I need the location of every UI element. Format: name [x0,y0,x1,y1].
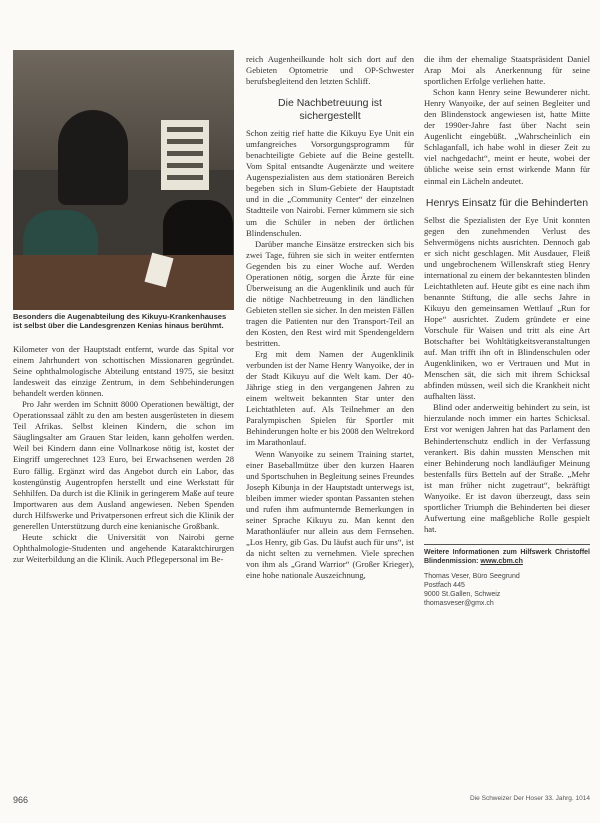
clinic-photo [13,50,234,310]
section-heading-nachbetreuung: Die Nachbetreuung ist sichergestellt [278,97,382,123]
info-box [424,548,590,566]
photo-caption: Besonders die Augenabteilung des Kikuyu-Krankenhauses ist selbst über die Landesgrenzen Kenias hinaus berühmt. [13,312,227,330]
journal-footer: Die Schweizer Der Hoser 33. Jahrg. 1014 [470,795,590,802]
eye-chart [161,120,209,190]
paragraph: Darüber manche Einsätze erstrecken sich bis zwei Tage, führen sie sich in weiter entfernten Gegenden bis zu einer Woche auf. Werden Operationen nötig, sorgen die Ärzte für eine Überweisung an die Augenklinik und auch für die nötige Nachbetreuung in den ländlichen Gebieten stellen sie sicher. In den meisten Fällen tragen die Patienten nur den Transport-Teil an den Kosten, den Rest wird mit Spendengeldern bestritten. [246,238,415,349]
contact-line: 9000 St.Gallen, Schweiz [424,590,501,598]
column-1 [13,344,234,565]
paragraph: Schon zeitig rief hatte die Kikuyu Eye Unit ein umfangreiches Vorsorgungsprogramm für benachteiligte Gebiete auf die Beine gestellt. Vom Spital entsandte Augenärzte und weitere Augenspezialisten aus dem stationären Bereich begeben sich in Slum-Gebiete der Hauptstadt und in die „Community Center“ der einzelnen Stadtteile von Nairobi. Ferner kümmern sie sich um die Schüler in neben der örtlichen Blindenschulen. [246,128,414,238]
contact-line: Thomas Veser, Büro Seegrund [424,572,520,580]
paragraph: Wenn Wanyoike zu seinem Training startet, einer Baseballmütze über den kurzen Haaren und Sportschuhen in Begleitung seines Freundes Joseph Kibunja in der Hauptstadt unterwegs ist, bleiben immer wieder spontan Passanten stehen und rufen ihm aufmunternde Bemerkungen in seiner Sprache Kikuyu zu. Man kennt den Marathonläufer nur allein aus dem Fernsehen. „Los Henry, gib Gas. Du läufst auch für uns“, ist da nicht selten zu vernehmen. Viele sprechen von ihm als „Grand Warrior“ (Großer Krieger), eine hohe nationale Auszeichnung, [246,448,414,581]
contact-line: Postfach 445 [424,581,465,589]
paragraph: reich Augenheilkunde holt sich dort auf den Gebieten Optometrie und OP-Schwester berufsbegleitend den letzten Schliff. [246,54,414,87]
info-label: Weitere Informationen zum Hilfswerk Christoffel Blindenmission: [424,548,590,565]
author-contact [424,572,590,608]
photo-table [13,255,234,310]
paragraph: Erg mit dem Namen der Augenklinik verbunden ist der Name Henry Wanyoike, der in der Stadt Kikuyu auf die Welt kam. Der 40-Jährige stieg in den vergangenen Jahren zu einem weltweit bekannten Star unter den Leichtathleten auf. Als Teilnehmer an den Paralympischen Spielen für Sportler mit Behinderungen holte er bis 2008 den Weltrekord im Marathonlauf. [246,349,414,448]
photo-person-doctor [58,110,128,205]
paragraph: Heute schickt die Universität von Nairobi gerne Ophthalmologie-Studenten und angehende Kataraktchirurgen zur Weiterbildung an die Klinik. Auch Pflegepersonal im Be- [13,531,234,564]
paragraph: Schon kann Henry seine Bewunderer nicht. Henry Wanyoike, der auf seinen Begleiter und den Blindenstock angewiesen ist, hatte Mitte der 1990er-Jahre fast über Nacht sein Augenlicht eingebüßt. „Wahrscheinlich ein Schlaganfall, ich habe wohl in dieser Zeit zu viel nachgedacht“, meint er heute, wobei der übliche weise sein ernst wirkende Mann für einmal ein Lächeln andeutet. [424,87,590,186]
paragraph: Kilometer von der Hauptstadt entfernt, wurde das Spital vor einem Jahrhundert von schottischen Missionaren gegründet. Seine ophthalmologische Abteilung entstand 1975, sie besitzt landesweit das einzige Zentrum, in dem Sehbehinderungen behandelt werden können. [13,344,234,399]
divider [424,544,590,545]
paragraph: die ihm der ehemalige Staatspräsident Daniel Arap Moi als Anerkennung für seine sportlichen Erfolge verliehen hatte. [424,54,590,87]
column-3 [424,54,590,608]
paragraph: Pro Jahr werden im Schnitt 8000 Operationen bewältigt, der Operationssaal zählt zu den am besten ausgerüsteten in diesem Teil Afrikas. Selbst kleinen Kindern, die schon im Säuglingsalter am Grauen Star leiden, kann geholfen werden. Weil bei Kindern dann eine Vollnarkose nötig ist, kostet der Eingriff umgerechnet 123 Euro, bei Erwachsenen werden 28 Euro fällig. Ergänzt wird das Angebot durch ein Labor, das kostengünstig Augentropfen herstellt und eine Werkstatt für Sehhilfen. Da durch ist die Klinik in geringerem Maße auf teure Importwaren aus dem Ausland angewiesen. Neben Spenden durch Hilfswerke und Privatpersonen erfreut sich die Klinik der generellen Unterstützung durch eine kenianische Großbank. [13,399,234,531]
page-number: 966 [13,795,29,805]
paragraph: Selbst die Spezialisten der Eye Unit konnten gegen den zunehmenden Verlust des Sehvermögens nichts ausrichten. Dennoch gab er sich nicht geschlagen. Mit Ausdauer, Fleiß und ungebrochenem Willenskraft stieg Henry international zu einem der bekanntesten blinden Leichtathleten auf. Heute gibt es eine nach ihm benannte Stiftung, die alle sechs Jahre in Kikuyu den gemeinsamen Wettlauf „Run for Hope“ ausrichtet. Zudem gründete er eine Vorschule für Waisen und tritt als eine Art Botschafter bei Wohltätigkeitsveranstaltungen auf. Man trifft ihn oft in Blindenschulen oder Augenkliniken, wo er Vertrauen und Mut in Menschen sät, die sich mit ihrem Schicksal abfinden müssen, weil sich die Krankheit nicht aufhalten lässt. [424,214,590,402]
paragraph: Blind oder anderweitig behindert zu sein, ist hierzulande noch immer ein hartes Schicksal. Erst vor wenigen Jahren hat das Parlament den Behindertenschutz endlich in der Verfassung verankert. Bis dahin mussten Menschen mit einer Behinderung noch landläufiger Meinung bestenfalls fürs Betteln auf der Straße. „Mehr ist man früher nicht zugetraut“, bekräftigt Wanyoike. Er ist davon überzeugt, dass sein sportlicher Triumph die Behinderten bei dieser Aufwertung eine maßgebliche Rolle gespielt hat. [424,402,590,534]
section-heading-henrys-einsatz: Henrys Einsatz für die Behinderten [425,196,589,209]
contact-line: thomasveser@gmx.ch [424,599,494,607]
info-link[interactable]: www.cbm.ch [480,557,523,565]
column-2 [246,54,414,581]
